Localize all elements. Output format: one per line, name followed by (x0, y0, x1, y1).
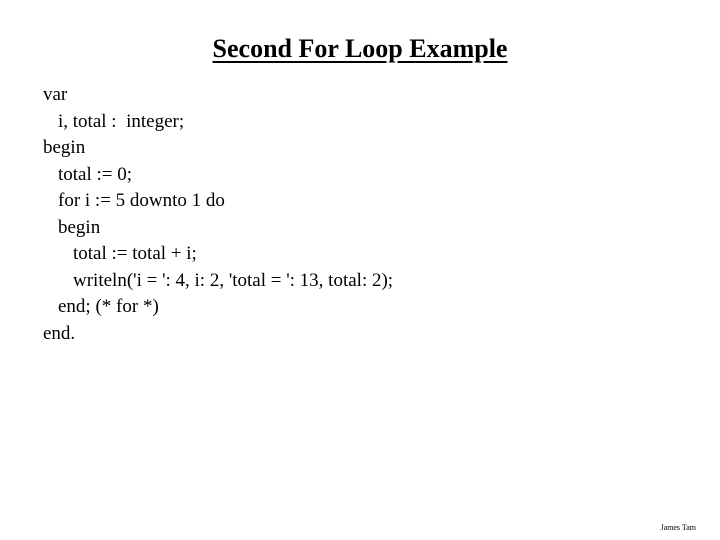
code-block (43, 82, 393, 347)
code-line-declaration: i, total : integer; (58, 110, 185, 132)
code-line-writeln: writeln('i = ': 4, i: 2, 'total = ': 13, total: 2); (73, 269, 394, 291)
code-line-total-update: total := total + i; (73, 243, 197, 264)
code-line-total-init: total := 0; (58, 163, 133, 185)
code-line-begin: begin (43, 137, 86, 158)
code-line-program-end: end. (43, 322, 76, 344)
footer-author: James Tam (660, 523, 696, 532)
slide-title-text: Second For Loop Example (212, 34, 508, 63)
slide-title (0, 33, 720, 65)
code-line-for-header: for i := 5 downto 1 do (58, 190, 225, 211)
code-line-loop-begin: begin (58, 216, 101, 238)
code-line-var: var (43, 84, 68, 105)
code-line-loop-end: end; (* for *) (58, 296, 159, 317)
